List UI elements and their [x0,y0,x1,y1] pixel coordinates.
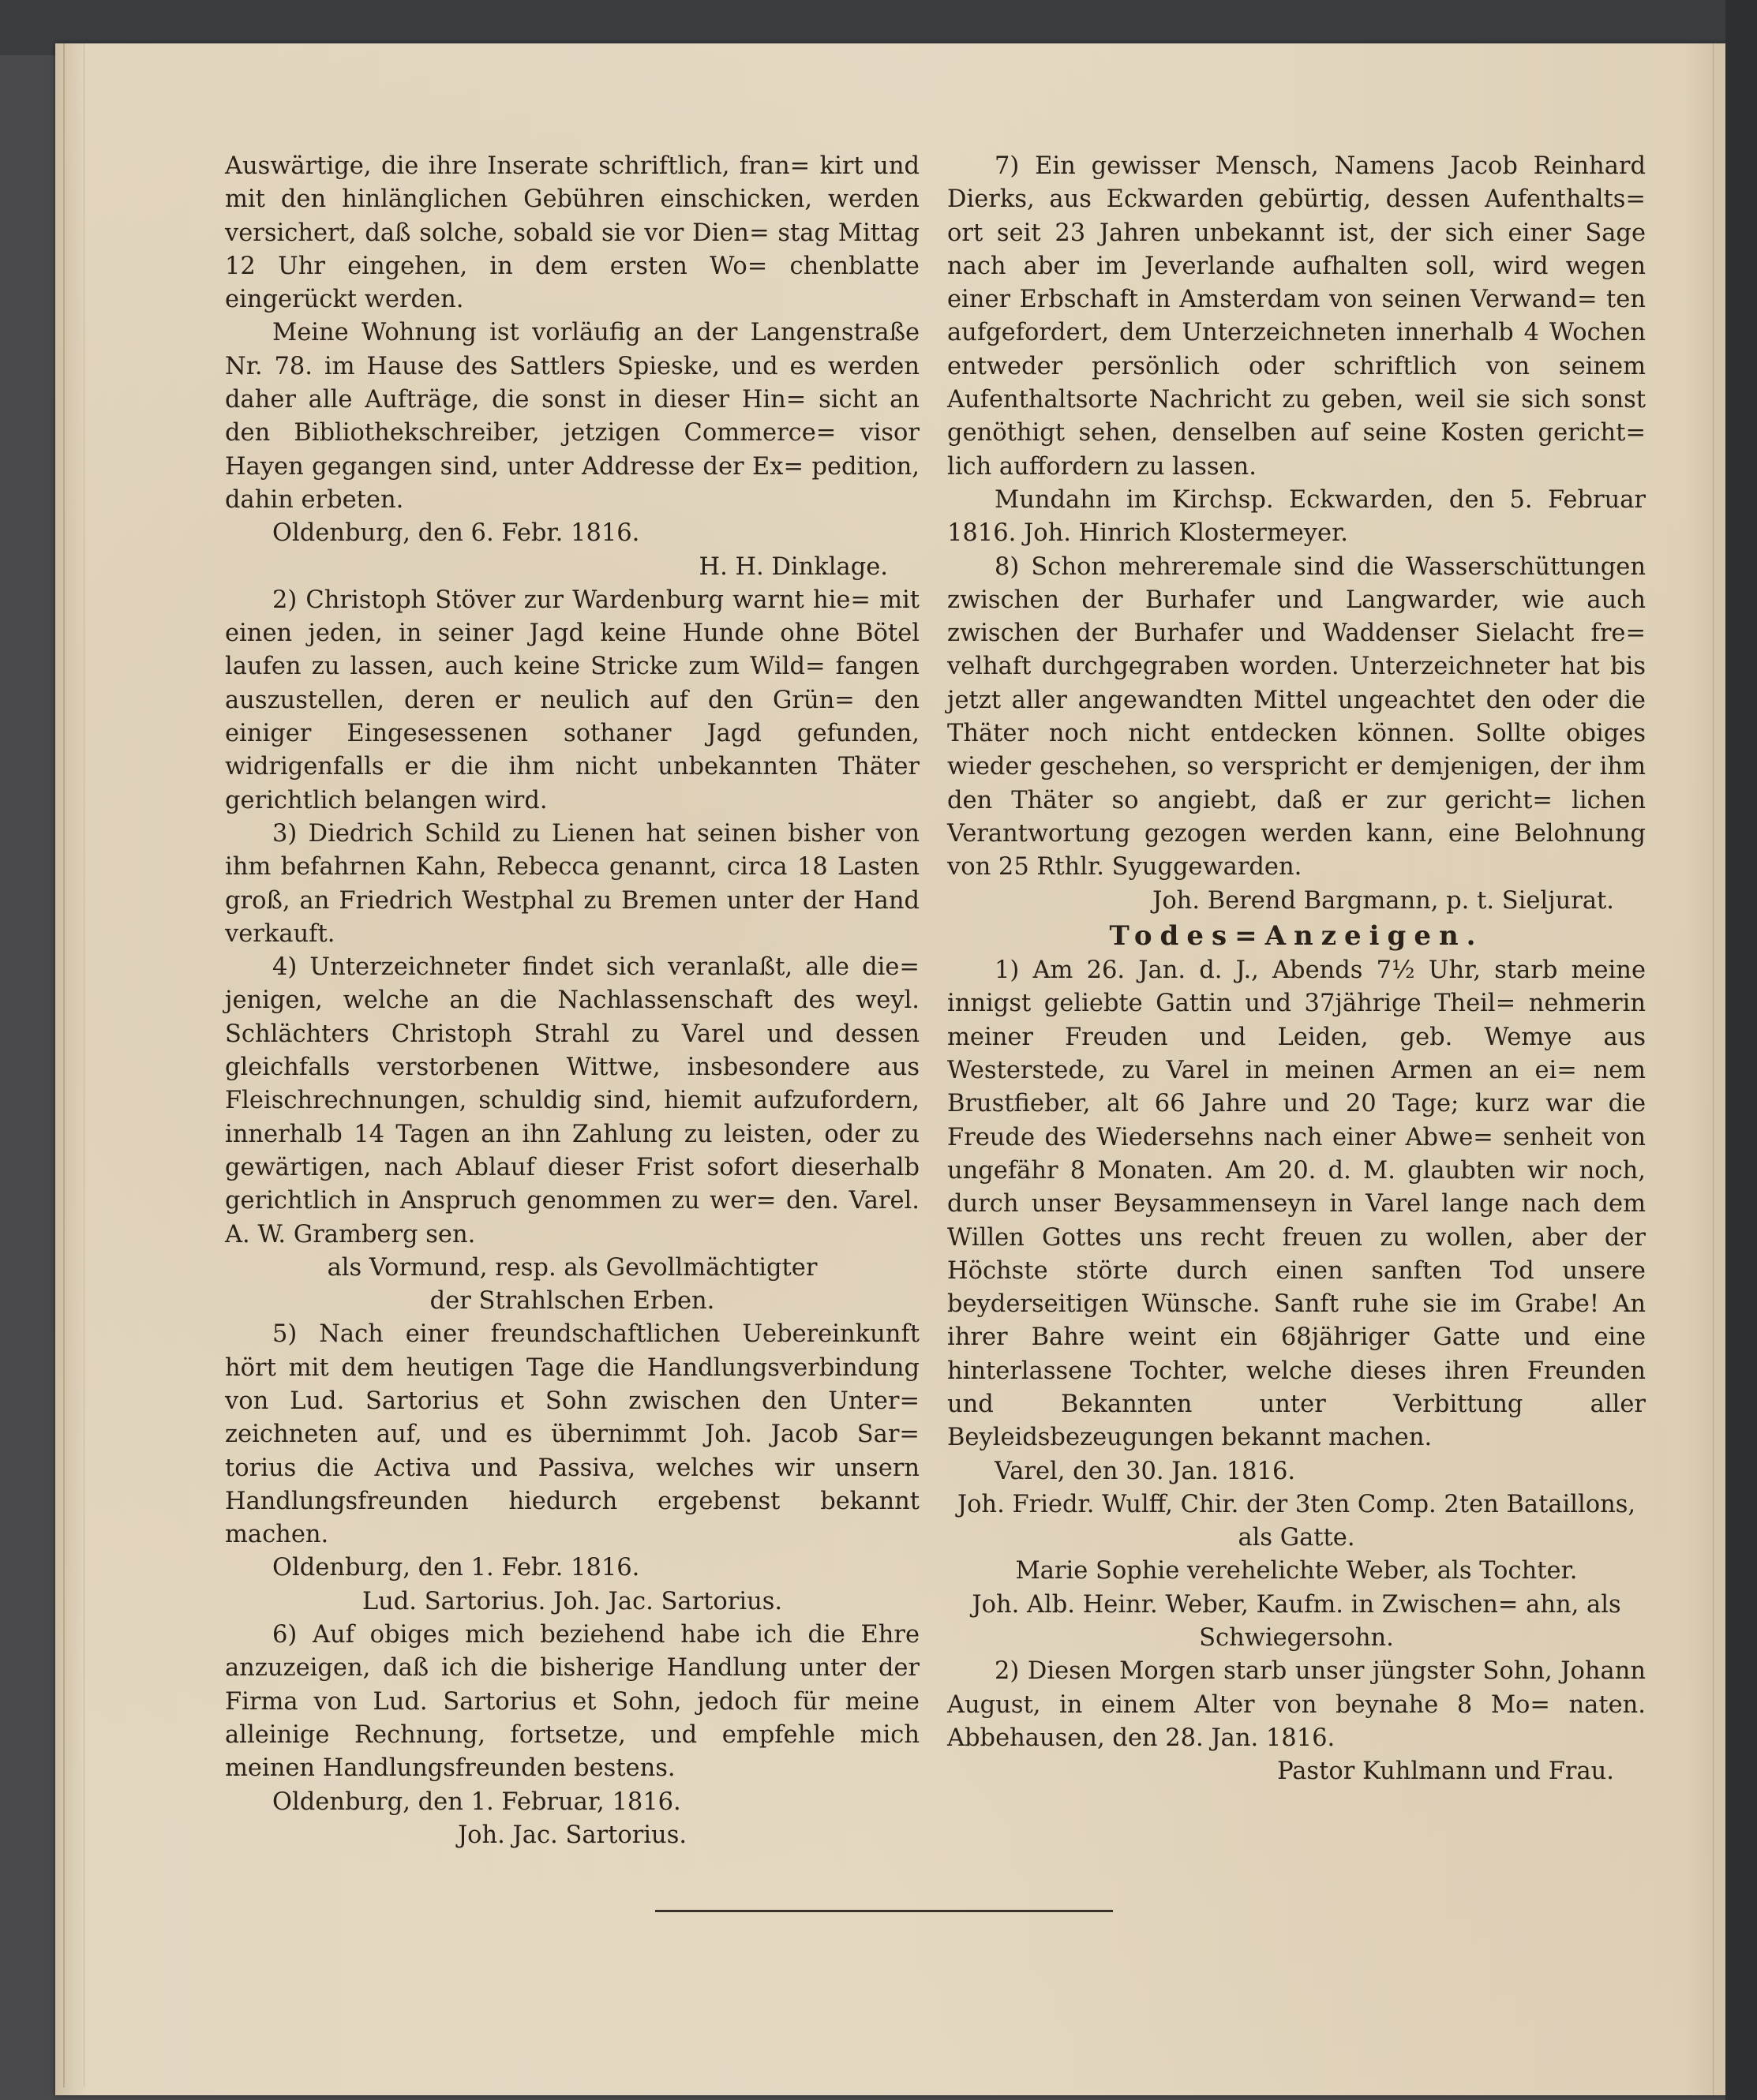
notice-4-estate: 4) Unterzeichneter findet sich veranlaßt, alle die= jenigen, welche an die Nachlassenschaft des weyl. Schlächters Christoph Strahl zu Varel und dessen gleichfalls verstorbenen Wittwe, insbesondere aus Fleischrechnungen, schuldig sind, hiemit aufzufordern, innerhalb 14 Tagen an ihn Zahlung zu leisten, oder zu gewärtigen, nach Ablauf dieser Frist sofort dieserhalb gerichtlich in Anspruch genommen zu wer= den. Varel. A. W. Gramberg sen. [225,953,920,1248]
dateline: Oldenburg, den 1. Februar, 1816. [272,1787,681,1816]
section-title-death-notices: Todes=Anzeigen. [1109,919,1484,952]
signature: Joh. Alb. Heinr. Weber, Kaufm. in Zwischen= ahn, als Schwiegersohn. [972,1590,1621,1653]
dateline: Oldenburg, den 1. Febr. 1816. [272,1554,640,1582]
scan-background-right [1725,0,1757,2100]
notice-2-hunting: 2) Christoph Stöver zur Wardenburg warnt hie= mit einen jeden, in seiner Jagd keine Hunde ohne Bötel laufen zu lassen, auch keine Stricke zum Wild= fangen auszustellen, deren er neulich auf den Grün= den einiger Eingesessenen sothaner Jagd gefunden, widrigenfalls er die ihm nicht unbekannten Thäter gerichtlich belangen wird. [225,586,920,814]
dateline: Oldenburg, den 6. Febr. 1816. [272,519,640,548]
dateline: Varel, den 30. Jan. 1816. [995,1457,1296,1485]
left-column [225,150,920,1852]
page-gutter [63,43,84,2087]
signature-role: als Vormund, resp. als Gevollmächtigter [327,1253,818,1282]
notice-3-boat-sale: 3) Diedrich Schild zu Lienen hat seinen bisher von ihm befahrnen Kahn, Rebecca genannt, circa 18 Lasten groß, an Friedrich Westphal zu Bremen unter der Hand verkauft. [225,819,920,948]
notice-5-business: 5) Nach einer freundschaftlichen Uebereinkunft hört mit dem heutigen Tage die Handlungsverbindung von Lud. Sartorius et Sohn zwischen den Unter= zeichneten auf, und es übernimmt Joh. Jacob Sar= torius die Activa und Passiva, welches wir unsern Handlungsfreunden hiedurch ergebenst bekannt machen. [225,1320,920,1549]
notice-6-business: 6) Auf obiges mich beziehend habe ich die Ehre anzuzeigen, daß ich die bisherige Handlung unter der Firma von Lud. Sartorius et Sohn, jedoch für meine alleinige Rechnung, fortsetze, und empfehle mich meinen Handlungsfreunden bestens. [225,1621,920,1783]
notice-7-missing-person: 7) Ein gewisser Mensch, Namens Jacob Reinhard Dierks, aus Eckwarden gebürtig, dessen Aufenthalts= ort seit 23 Jahren unbekannt ist, der sich einer Sage nach aber im Jeverlande aufhalten soll, wird wegen einer Erbschaft in Amsterdam von seinen Verwand= ten aufgefordert, dem Unterzeichneten innerhalb 4 Wochen entweder persönlich oder schriftlich von seinem Aufenthaltsorte Nachricht zu geben, weil sie sich sonst genöthigt sehen, denselben auf seine Kosten gericht= lich auffordern zu lassen. [947,152,1646,481]
signature: Joh. Berend Bargmann, p. t. Sieljurat. [1152,886,1614,915]
signature: Joh. Friedr. Wulff, Chir. der 3ten Comp. 2ten Bataillons, als Gatte. [957,1490,1636,1552]
signature-role: der Strahlschen Erben. [429,1287,715,1316]
signature: Pastor Kuhlmann und Frau. [1277,1757,1614,1786]
notice-foreign-advertisers: Auswärtige, die ihre Inserate schriftlich, fran= kirt und mit den hinlänglichen Gebühren einschicken, werden versichert, daß solche, sobald sie vor Dien= stag Mittag 12 Uhr eingehen, in dem ersten Wo= chenblatte eingerückt werden. [225,152,920,314]
notice-8-dikes: 8) Schon mehreremale sind die Wasserschüttungen zwischen der Burhafer und Langwarder, wie auch zwischen der Burhafer und Waddenser Sielacht fre= velhaft durchgegraben worden. Unterzeichneter hat bis jetzt aller angewandten Mittel ungeachtet den oder die Thäter noch nicht entdecken können. Sollte obiges wieder geschehen, so verspricht er demjenigen, der ihm den Thäter so angiebt, daß er zur gericht= lichen Verantwortung gezogen werden kann, eine Belohnung von 25 Rthlr. Syuggewarden. [947,552,1646,882]
notice-address-change: Meine Wohnung ist vorläufig an der Langenstraße Nr. 78. im Hause des Sattlers Spieske, und es werden daher alle Aufträge, die sonst in dieser Hin= sicht an den Bibliothekschreiber, jetzigen Commerce= visor Hayen gegangen sind, unter Addresse der Ex= pedition, dahin erbeten. [225,319,920,514]
signature: Lud. Sartorius. Joh. Jac. Sartorius. [362,1587,783,1615]
signature: H. H. Dinklage. [699,552,888,581]
dateline-signature: Mundahn im Kirchsp. Eckwarden, den 5. Februar 1816. Joh. Hinrich Klostermeyer. [947,485,1646,548]
death-notice-2: 2) Diesen Morgen starb unser jüngster Sohn, Johann August, in einem Alter von beynahe 8 Mo= naten. Abbehausen, den 28. Jan. 1816. [947,1657,1646,1752]
death-notice-1: 1) Am 26. Jan. d. J., Abends 7½ Uhr, starb meine innigst geliebte Gattin und 37jährige Theil= nehmerin meiner Freuden und Leiden, geb. Wemye aus Westerstede, zu Varel in meinen Armen an ei= nem Brustfieber, alt 66 Jahre und 20 Tage; kurz war die Freude des Wiedersehns nach einer Abwe= senheit von ungefähr 8 Monaten. Am 20. d. M. glaubten wir noch, durch unser Beysammenseyn in Varel lange nach dem Willen Gottes uns recht freuen zu wollen, aber der Höchste störte durch einen sanften Tod unsere beyderseitigen Wünsche. Sanft ruhe sie im Grabe! An ihrer Bahre weint ein 68jähriger Gatte und eine hinterlassene Tochter, welche dieses ihren Freunden und Bekannten unter Verbittung aller Beyleidsbezeugungen bekannt machen. [947,956,1646,1452]
signature: Marie Sophie verehelichte Weber, als Tochter. [1015,1557,1578,1585]
closing-rule [655,1910,1113,1912]
signature: Joh. Jac. Sartorius. [457,1821,687,1849]
right-column [947,150,1646,1789]
